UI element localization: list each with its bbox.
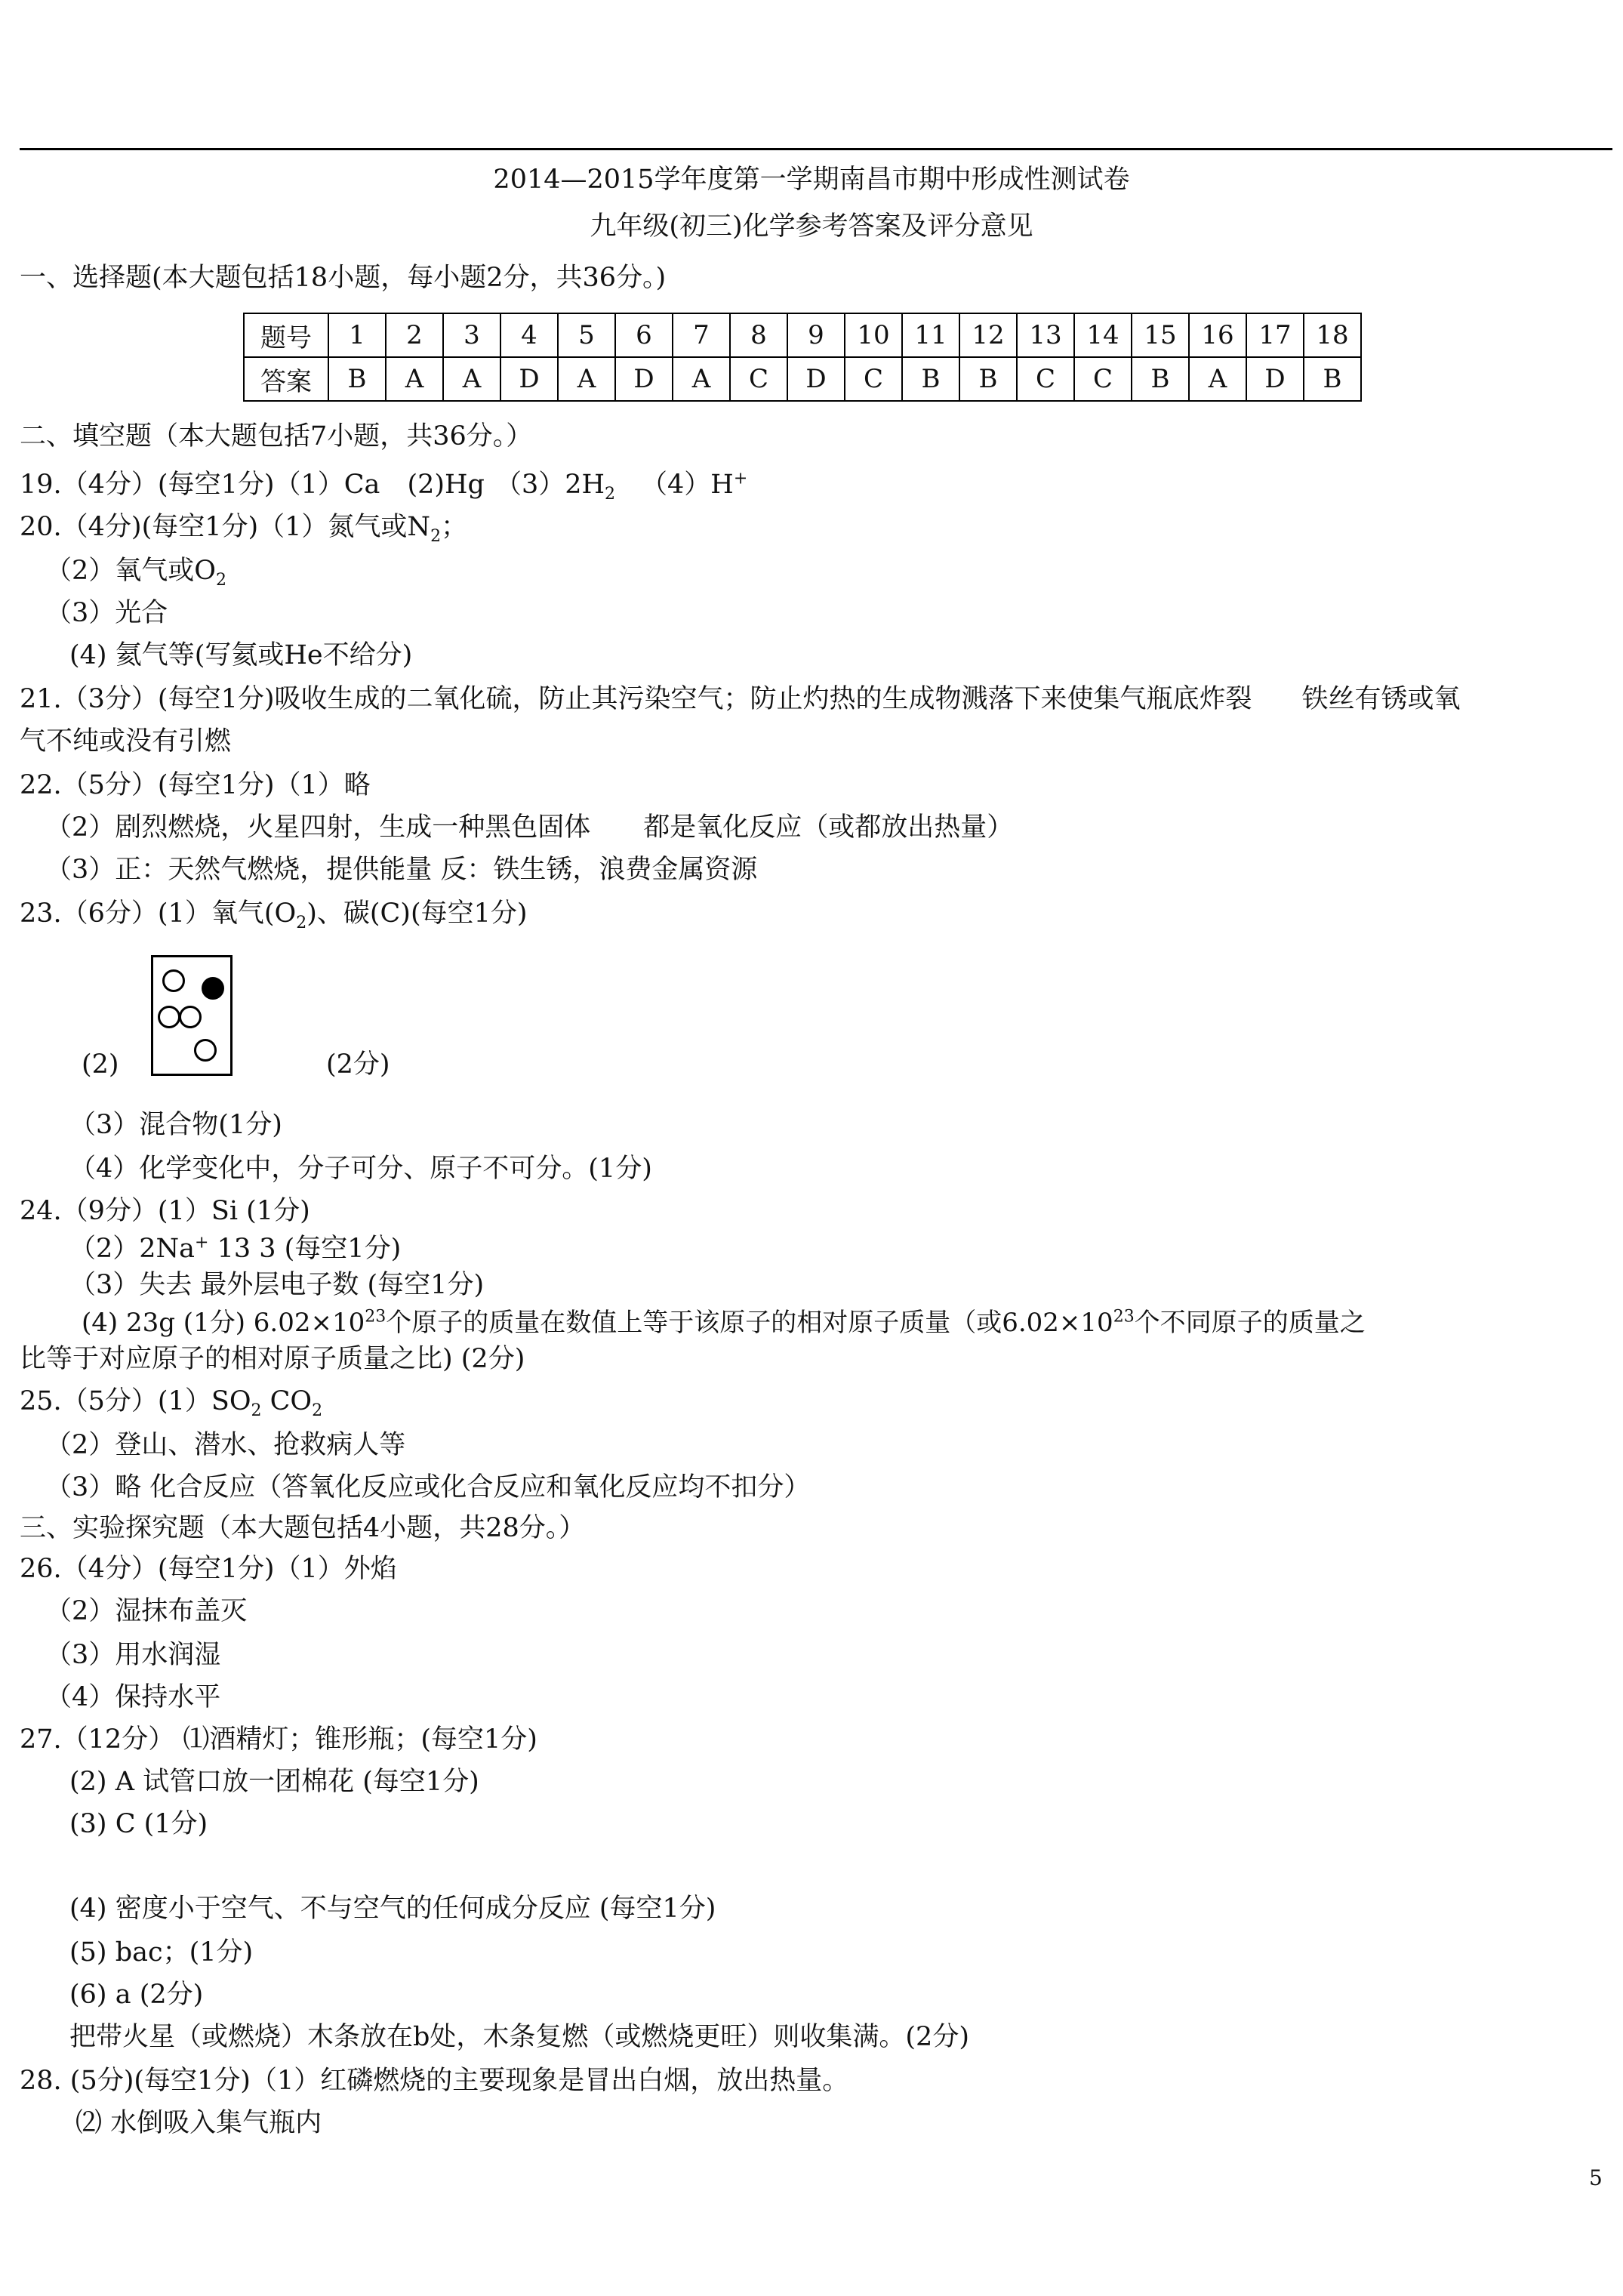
q27-line7: 把带火星（或燃烧）木条放在b处，木条复燃（或燃烧更旺）则收集满。(2分) xyxy=(69,2022,969,2052)
question-number: 11 xyxy=(902,313,959,357)
atom-filled xyxy=(202,977,224,1000)
q24-line4-b: 个原子的质量在数值上等于该原子的相对原子质量（或6.02×10 xyxy=(386,1308,1113,1338)
q23-sub: 2 xyxy=(296,914,307,932)
question-number: 5 xyxy=(558,313,615,357)
answer-cell: A xyxy=(558,357,615,401)
question-number: 1 xyxy=(328,313,386,357)
q20-line2-sub: 2 xyxy=(215,571,226,590)
q26-line1: 26.（4分）(每空1分)（1）外焰 xyxy=(20,1554,397,1584)
q27-line6: (6) a (2分) xyxy=(69,1980,204,2010)
q23-line1 xyxy=(20,897,528,930)
answer-cell: B xyxy=(959,357,1017,401)
question-number: 4 xyxy=(500,313,558,357)
question-number: 10 xyxy=(845,313,902,357)
answer-row xyxy=(244,357,1361,401)
q19-part4: （4）H xyxy=(641,470,734,500)
q24-line3: （3）失去 最外层电子数 (每空1分) xyxy=(69,1270,485,1300)
question-number: 17 xyxy=(1246,313,1304,357)
q20-line2 xyxy=(45,554,226,590)
page-number: 5 xyxy=(1589,2165,1603,2190)
q22-line2-text-b: 都是氧化反应（或都放出热量） xyxy=(643,812,1014,843)
atom-open xyxy=(194,1039,217,1062)
atom-open xyxy=(162,969,185,992)
question-number: 9 xyxy=(787,313,845,357)
question-number: 13 xyxy=(1017,313,1074,357)
q21-line1 xyxy=(20,683,1461,716)
question-number: 12 xyxy=(959,313,1017,357)
q25-mid: CO xyxy=(261,1386,313,1416)
q24-line1: 24.（9分）(1）Si (1分) xyxy=(20,1196,310,1226)
q20-line4: (4) 氦气等(写氦或He不给分) xyxy=(69,640,413,670)
particle-diagram xyxy=(151,955,233,1076)
q20-text: 20.（4分)(每空1分)（1）氮气或N xyxy=(20,512,431,542)
q25-sub2: 2 xyxy=(312,1401,323,1420)
q24-line4-a: (4) 23g (1分) 6.02×10 xyxy=(82,1308,365,1338)
document-subtitle: 九年级(初三)化学参考答案及评分意见 xyxy=(590,211,1033,242)
q24-line2 xyxy=(69,1232,401,1265)
row-label-answer: 答案 xyxy=(244,357,328,401)
answer-cell: A xyxy=(673,357,730,401)
atom-open xyxy=(179,1006,202,1028)
q25-line2: （2）登山、潜水、抢救病人等 xyxy=(45,1430,406,1460)
q22-line1: 22.（5分）(每空1分)（1）略 xyxy=(20,770,371,800)
q27-line3: (3) C (1分) xyxy=(69,1809,208,1839)
question-number: 6 xyxy=(615,313,673,357)
answer-cell: B xyxy=(902,357,959,401)
q26-line4: （4）保持水平 xyxy=(45,1682,221,1712)
answer-cell: B xyxy=(1132,357,1189,401)
q26-line2: （2）湿抹布盖灭 xyxy=(45,1596,248,1626)
question-number: 16 xyxy=(1189,313,1246,357)
q19-line xyxy=(20,468,748,504)
q20-end: ； xyxy=(441,512,468,542)
q24-line2-end: 13 3 (每空1分) xyxy=(208,1234,402,1264)
top-rule xyxy=(20,148,1612,150)
q27-line2: (2) A 试管口放一团棉花 (每空1分) xyxy=(69,1767,479,1797)
answer-cell: C xyxy=(1017,357,1074,401)
question-number: 2 xyxy=(386,313,443,357)
q25-sub1: 2 xyxy=(251,1401,262,1420)
q22-line3: （3）正：天然气燃烧，提供能量 反：铁生锈，浪费金属资源 xyxy=(45,855,758,885)
q19-part1: 19.（4分）(每空1分)（1）Ca xyxy=(20,470,380,500)
q20-line2-text: （2）氧气或O xyxy=(45,556,216,586)
section3-heading: 三、实验探究题（本大题包括4小题，共28分。） xyxy=(20,1513,586,1543)
answer-cell: A xyxy=(386,357,443,401)
q23-part2-score: (2分) xyxy=(326,1049,390,1080)
row-label-number: 题号 xyxy=(244,313,328,357)
q24-line4-c: 个不同原子的质量之 xyxy=(1134,1308,1366,1338)
q19-part4-sup: + xyxy=(733,469,748,488)
q21-line2: 气不纯或没有引燃 xyxy=(20,726,232,757)
answer-cell: C xyxy=(845,357,902,401)
q23-part2-label: (2) xyxy=(82,1049,119,1080)
answer-cell: A xyxy=(443,357,500,401)
answer-table xyxy=(243,313,1362,402)
answer-cell: B xyxy=(1304,357,1361,401)
q20-sub: 2 xyxy=(430,527,442,546)
q21-text-b: 铁丝有锈或氧 xyxy=(1301,684,1461,714)
q23-line3: （3）混合物(1分) xyxy=(69,1110,282,1140)
q24-line4-sup2: 23 xyxy=(1113,1307,1135,1327)
question-number: 14 xyxy=(1074,313,1132,357)
q22-line2-text: （2）剧烈燃烧，火星四射，生成一种黑色固体 xyxy=(45,812,591,843)
question-number-row xyxy=(244,313,1361,357)
q28-line2: ⑵ 水倒吸入集气瓶内 xyxy=(75,2108,322,2138)
q28-line1: 28. (5分)(每空1分)（1）红磷燃烧的主要现象是冒出白烟，放出热量。 xyxy=(20,2066,849,2096)
q25-text: 25.（5分）(1）SO xyxy=(20,1386,251,1416)
answer-cell: D xyxy=(1246,357,1304,401)
q23-end: )、碳(C)(每空1分) xyxy=(306,898,528,929)
answer-cell: C xyxy=(730,357,787,401)
atom-open xyxy=(158,1006,180,1028)
q24-line5: 比等于对应原子的相对原子质量之比) (2分) xyxy=(20,1344,525,1374)
q26-line3: （3）用水润湿 xyxy=(45,1640,221,1670)
q19-part3: （3）2H xyxy=(494,470,605,500)
question-number: 18 xyxy=(1304,313,1361,357)
question-number: 7 xyxy=(673,313,730,357)
answer-cell: D xyxy=(500,357,558,401)
q24-line2-text: （2）2Na xyxy=(69,1234,196,1264)
q25-line3: （3）略 化合反应（答氧化反应或化合反应和氧化反应均不扣分） xyxy=(45,1472,811,1502)
q25-line1 xyxy=(20,1385,322,1418)
q27-line1: 27.（12分） ⑴酒精灯；锥形瓶；(每空1分) xyxy=(20,1724,537,1755)
question-number: 15 xyxy=(1132,313,1189,357)
section1-heading: 一、选择题(本大题包括18小题，每小题2分，共36分。) xyxy=(20,263,667,293)
q23-text: 23.（6分）(1）氧气(O xyxy=(20,898,297,929)
q19-part3-sub: 2 xyxy=(605,485,616,504)
section2-heading: 二、填空题（本大题包括7小题，共36分。） xyxy=(20,421,533,451)
q20-line3: （3）光合 xyxy=(45,598,168,628)
q24-line4 xyxy=(82,1306,1366,1339)
q27-line5: (5) bac；(1分) xyxy=(69,1937,254,1968)
answer-cell: D xyxy=(615,357,673,401)
q20-line1 xyxy=(20,510,467,544)
answer-cell: D xyxy=(787,357,845,401)
document-title: 2014—2015学年度第一学期南昌市期中形成性测试卷 xyxy=(493,165,1130,195)
q19-part2: (2)Hg xyxy=(407,470,485,500)
answer-cell: C xyxy=(1074,357,1132,401)
q27-line4: (4) 密度小于空气、不与空气的任何成分反应 (每空1分) xyxy=(69,1894,716,1924)
question-number: 3 xyxy=(443,313,500,357)
q24-line4-sup1: 23 xyxy=(365,1307,387,1327)
answer-cell: B xyxy=(328,357,386,401)
q24-line2-sup: + xyxy=(195,1233,209,1253)
q23-line4: （4）化学变化中，分子可分、原子不可分。(1分) xyxy=(69,1154,652,1184)
answer-cell: A xyxy=(1189,357,1246,401)
q22-line2 xyxy=(45,811,1013,844)
q21-text: 21.（3分）(每空1分)吸收生成的二氧化硫，防止其污染空气；防止灼热的生成物溅落下来使集气瓶底炸裂 xyxy=(20,684,1252,714)
question-number: 8 xyxy=(730,313,787,357)
